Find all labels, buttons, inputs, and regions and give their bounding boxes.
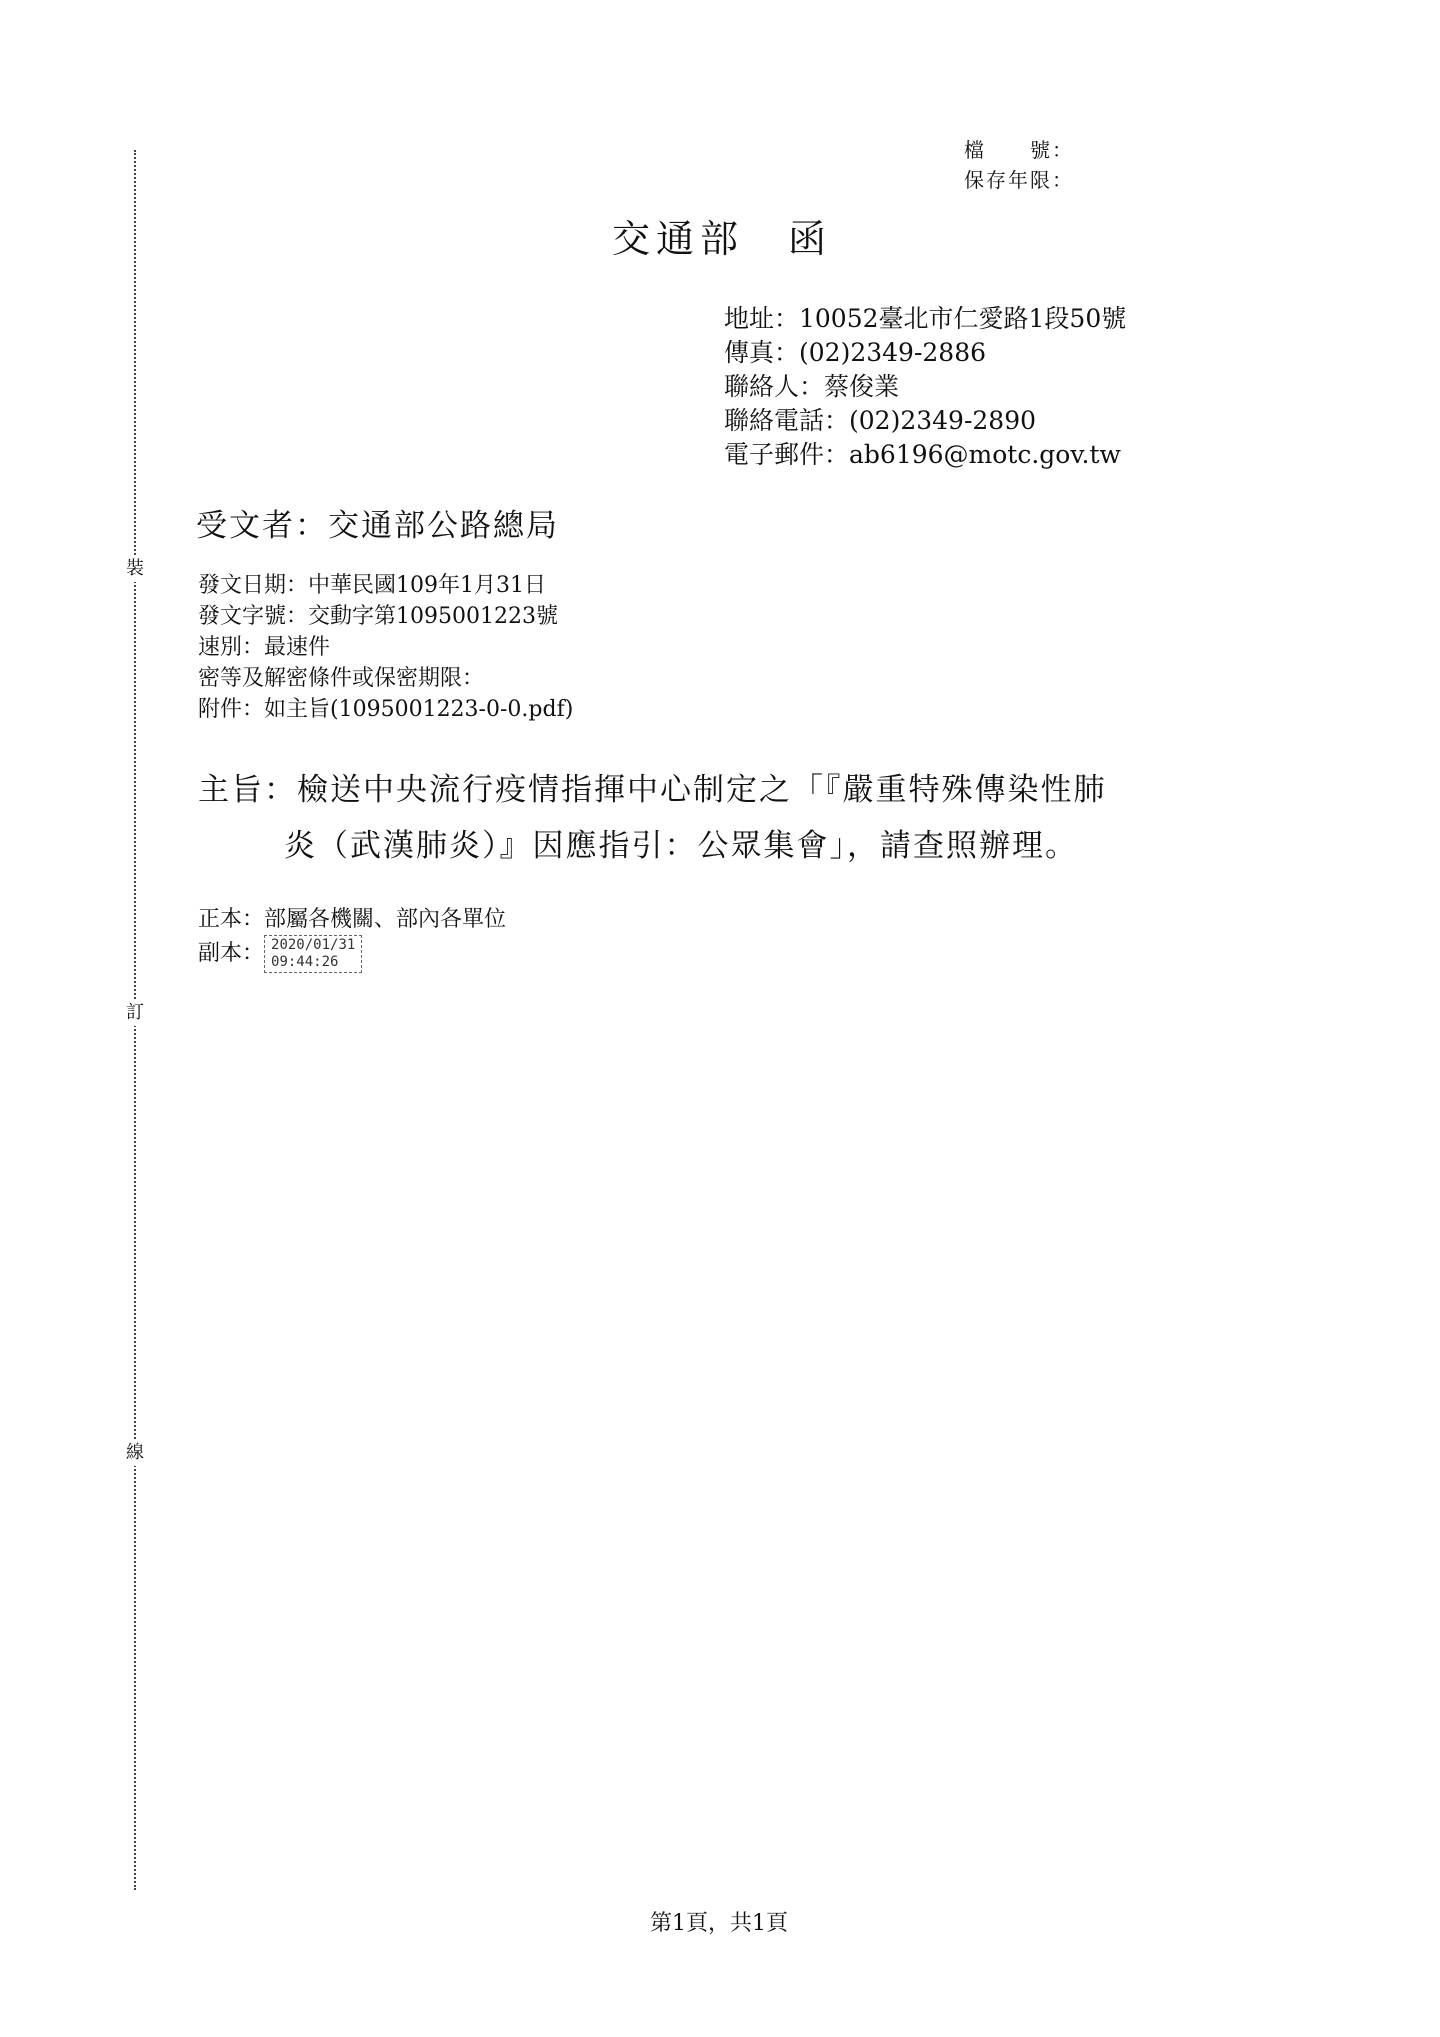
document-title: 交通部 函 [612,217,833,261]
contact-phone: 聯絡電話：(02)2349-2890 [724,406,1037,435]
delivery-speed: 速別：最速件 [198,635,331,660]
binding-mark-xian: 線 [122,1440,148,1466]
copy-recipients-row [198,935,506,973]
secrecy-level: 密等及解密條件或保密期限： [198,666,485,691]
contact-block [724,302,1126,472]
contact-email: 電子郵件：ab6196@motc.gov.tw [724,440,1121,469]
stamp-date: 2020/01/31 [271,937,356,953]
recipient-line: 受文者：交通部公路總局 [196,508,559,544]
copy-label: 副本： [198,941,265,966]
page-number-footer: 第1頁，共1頁 [650,1911,788,1936]
distribution-block [198,904,506,973]
document-number: 發文字號：交動字第1095001223號 [198,604,558,629]
electronic-exchange-stamp [264,935,362,973]
retention-period-label: 保存年限： [964,168,1074,192]
contact-fax: 傳真：(02)2349-2886 [724,338,987,367]
binding-mark-zhuang: 裝 [122,556,148,582]
subject-line-1: 主旨：檢送中央流行疫情指揮中心制定之「『嚴重特殊傳染性肺 [198,772,1107,808]
subject-block [198,762,1107,874]
subject-line-2: 炎（武漢肺炎）』因應指引：公眾集會」，請查照辦理。 [284,828,1078,864]
document-details [198,570,573,725]
issue-date: 發文日期：中華民國109年1月31日 [198,573,546,598]
contact-address: 地址：10052臺北市仁愛路1段50號 [724,304,1127,333]
attachment-line: 附件：如主旨(1095001223-0-0.pdf) [198,697,574,722]
stamp-time: 09:44:26 [271,954,339,970]
original-recipients: 正本：部屬各機關、部內各單位 [198,907,507,932]
file-number-label: 檔 號： [964,138,1074,162]
binding-mark-ding: 訂 [122,1000,148,1026]
contact-person: 聯絡人：蔡俊業 [724,372,900,401]
